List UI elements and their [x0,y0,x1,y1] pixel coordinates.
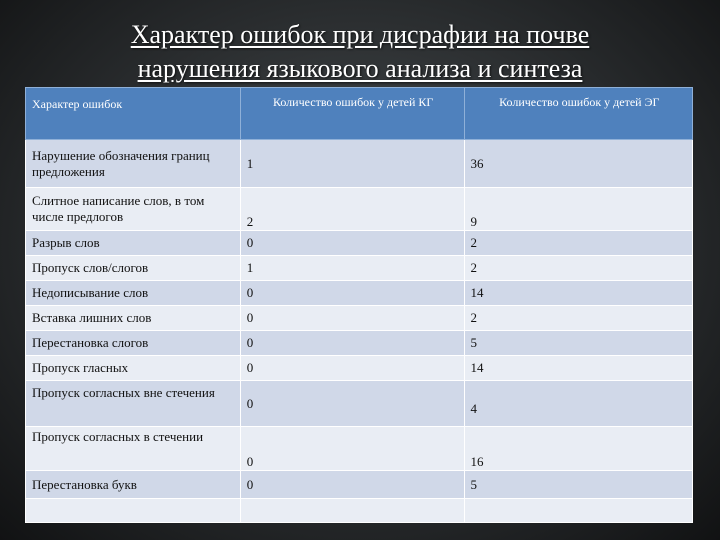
title-line-1: Характер ошибок при дисрафии на почве [130,20,590,49]
row-kg-value: 0 [240,381,464,427]
row-kg-value: 0 [240,356,464,381]
row-label: Нарушение обозначения границ предложения [26,140,241,188]
header-count-kg: Количество ошибок у детей КГ [240,88,464,140]
title-line-2: нарушения языкового анализа и синтеза [137,54,583,83]
row-label [26,499,241,523]
errors-table [25,87,693,523]
row-label: Слитное написание слов, в том числе предлогов [26,188,241,231]
row-kg-value: 0 [240,306,464,331]
table-row [26,140,693,188]
table-row [26,306,693,331]
row-label: Пропуск слов/слогов [26,256,241,281]
row-kg-value: 2 [240,188,464,231]
row-label: Пропуск согласных в стечении [26,427,241,471]
row-eg-value: 4 [464,381,692,427]
row-eg-value: 2 [464,306,692,331]
row-eg-value: 5 [464,471,692,499]
table-row [26,188,693,231]
row-eg-value: 16 [464,427,692,471]
header-error-type: Характер ошибок [26,88,241,140]
table-row [26,231,693,256]
row-eg-value: 5 [464,331,692,356]
row-kg-value: 0 [240,281,464,306]
row-kg-value: 0 [240,331,464,356]
table-row [26,381,693,427]
table-row [26,256,693,281]
row-eg-value: 36 [464,140,692,188]
row-eg-value: 2 [464,256,692,281]
row-label: Перестановка слогов [26,331,241,356]
row-label: Разрыв слов [26,231,241,256]
table-row [26,471,693,499]
table-row [26,356,693,381]
row-eg-value: 2 [464,231,692,256]
row-kg-value [240,499,464,523]
table-row [26,427,693,471]
row-kg-value: 0 [240,471,464,499]
row-eg-value: 9 [464,188,692,231]
row-label: Недописывание слов [26,281,241,306]
row-kg-value: 0 [240,427,464,471]
row-label: Перестановка букв [26,471,241,499]
row-eg-value: 14 [464,281,692,306]
table-header-row [26,88,693,140]
row-label: Пропуск гласных [26,356,241,381]
row-kg-value: 0 [240,231,464,256]
row-eg-value [464,499,692,523]
row-label: Вставка лишних слов [26,306,241,331]
row-kg-value: 1 [240,256,464,281]
row-eg-value: 14 [464,356,692,381]
table-row [26,281,693,306]
row-label: Пропуск согласных вне стечения [26,381,241,427]
slide-title [40,18,680,86]
table-row [26,331,693,356]
header-count-eg: Количество ошибок у детей ЭГ [464,88,692,140]
table-row [26,499,693,523]
row-kg-value: 1 [240,140,464,188]
